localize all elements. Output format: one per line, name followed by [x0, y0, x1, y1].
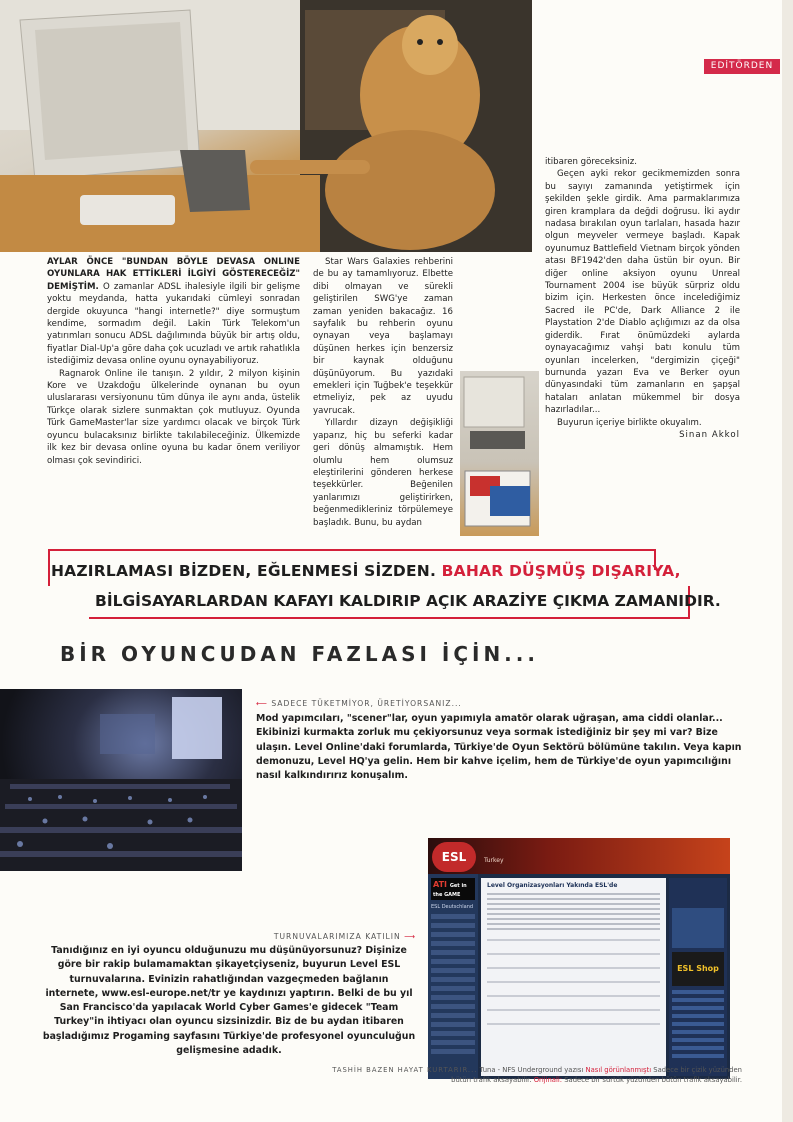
- banner-line-1: [51, 562, 681, 580]
- dog-at-computer-photo: [0, 0, 532, 252]
- dog-photo-illustration: [0, 0, 532, 252]
- tourney-subhead: [42, 932, 416, 941]
- mod-subhead-text: SADECE TÜKETMİYOR, ÜRETİYORSANIZ...: [271, 699, 462, 708]
- intro-paragraph-7: Buyurun içeriye birlikte okuyalım.: [557, 417, 702, 428]
- slogan-banner: [43, 548, 721, 623]
- intro-paragraph-5: itibaren göreceksiniz.: [545, 157, 637, 167]
- intro-paragraph-6: Geçen ayki rekor gecikmemizden sonra bu sayıyı zamanında yetiştirmek için şekilden şekle girdik. Ama parmaklarımıza giren kramplara da değdi doğrusu. İki aydır nadasa bırakılan oyun tarlaları, hasada hazır olgun meyveler vermeye başladı. Kapak oyunumuz Battlefield Vietnam birçok yönden atası BF1942'den daha üstün bir oyun. Bir diğer online aksiyon oyunu Unreal Tournament 2004 ise büyük sürpriz oldu bizim için. Herkesten önce incelediğimiz Sacred ile PC'de, Dark Alliance 2 ile Playstation 2'de Diablo açlığımızı az da olsa giderdik. Fırat önümüzdeki aylarda oynayacağımız vahşi batı konulu tüm oyunları incelerken, "dergimizin çiçeği" burnunda yazarı Eva ve Berker oyun dünyasındaki tüm zamanların en şapşal hataları anlatan mükemmel bir dosya hazırladılar...: [545, 169, 740, 416]
- lan-party-photo: [0, 689, 242, 871]
- esl-article-title: Level Organizasyonları Yakında ESL'de: [487, 882, 618, 889]
- intro-paragraph-4: Yıllardır dizayn değişikliği yaparız, hiç bu seferki kadar geri dönüş almamıştık. Hem olumlu hem olumsuz eleştirilerini gönderen herkese teşekkürler. Beğenilen yanlarımızı geliştirirken, beğenmedikleriniz törpülemeye başladık. Bunu, bu aydan: [313, 418, 453, 528]
- tournament-block: [42, 932, 416, 1058]
- esl-content: [481, 878, 666, 1076]
- footnote-2a: bütün trafik aksayabilir.: [451, 1076, 532, 1084]
- esl-right-panel: [672, 908, 724, 948]
- signature: Sinan Akkol: [679, 429, 740, 440]
- section-title: BİR OYUNCUDAN FAZLASI İÇİN...: [60, 642, 539, 666]
- footnote-2-red: Orijinali:: [533, 1076, 563, 1084]
- esl-logo: ESL: [432, 842, 476, 872]
- magazines-illustration: [460, 371, 539, 536]
- footnote-1a: Tuna - NFS Underground yazısı: [479, 1066, 584, 1074]
- ati-tag: ATI: [433, 880, 448, 889]
- correction-footnote: [300, 1065, 742, 1085]
- banner-line-2: BİLGİSAYARLARDAN KAFAYI KALDIRIP AÇIK ARAZİYE ÇIKMA ZAMANIDIR.: [95, 592, 721, 610]
- article-column-1: [47, 256, 300, 467]
- section-tag: EDİTÖRDEN: [704, 59, 780, 74]
- intro-paragraph-2: Ragnarok Online ile tanışın. 2 yıldır, 2 milyon kişinin Kore ve Uzakdoğu ülkelerinde oynanan bu oyun uluslararası versiyonunu tüm dünya ile aynı anda, üstelik Türkçe olarak sizlere sunmaktan çok mutluyuz. Oyunda Türk GameMaster'lar size yardımcı olacak ve birçok Türk oyuncu bulacaksınız birlikte takılabileceğiniz. Ülkemizde ilk kez bir devasa online oyuna bu kadar önem veriliyor olması çok sevindirici.: [47, 368, 300, 466]
- intro-p1-rest: O zamanlar ADSL ihalesiyle ilgili bir gelişme yoktu meydanda, hatta yukarıdaki cümleyi sonradan dergide okuyunca "hangi internetle?" diye sormuştum kendime, sormadım değil. Lakin Türk Telekom'un yatırımları sonucu ADSL dağılımında büyük bir artış oldu, fiyatlar Dial-Up'a göre daha çok ucuzladı ve artık rahatlıkla istediğimiz devasa online oyunu oynayabiliyoruz.: [47, 281, 301, 367]
- intro-lead: AYLAR ÖNCE "BUNDAN BÖYLE DEVASA ONLINE OYUNLARA HAK ETTİKLERİ İLGİYİ GÖSTERECEĞİZ" DEMİŞTİM.: [47, 257, 300, 292]
- footnote-label: TASHİH BAZEN HAYAT KURTARIR...: [332, 1066, 478, 1074]
- esl-country: Turkey: [484, 857, 504, 864]
- banner-line-1-red: BAHAR DÜŞMÜŞ DIŞARIYA,: [441, 562, 681, 580]
- esl-right-list: [672, 990, 724, 1060]
- page-edge-strip: [782, 0, 793, 1122]
- lan-party-illustration: [0, 689, 242, 871]
- mod-paragraph: Mod yapımcıları, "scener"lar, oyun yapımıyla amatör olarak uğraşan, ama ciddi olanlar... Ekibinizi kurmakta zorluk mu çekiyorsunuz veya sormak istediğiniz bir şey mi var? Bize ulaşın. Level Online'daki forumlarda, Türkiye'de Oyun Sektörü bölümüne takılın. Veya kapın demonuzu, Level HQ'ya gelin. Hem bir kahve içelim, hem de Türkiye'de oyun yapımcılığını nasıl kalkındırırız konuşalım.: [256, 713, 742, 782]
- esl-website-screenshot: [428, 838, 730, 1079]
- esl-shop-banner[interactable]: ESL Shop: [672, 952, 724, 986]
- esl-right-column: [669, 878, 727, 1076]
- magazines-photo: [460, 371, 539, 536]
- mod-subhead: [256, 699, 742, 708]
- arrow-left-icon: ⟵: [256, 699, 268, 708]
- esl-menu-heading: ESL Deutschland: [431, 904, 474, 910]
- esl-article-list: [487, 939, 660, 1029]
- article-column-3: [545, 156, 740, 441]
- article-column-2: [313, 256, 453, 529]
- esl-article-text: [487, 893, 660, 931]
- ati-banner: [431, 878, 475, 900]
- footnote-1b: Sadece bir çizik yüzünden: [653, 1066, 742, 1074]
- banner-frame: [43, 548, 695, 623]
- footnote-1-red: Nasıl görünlanmıştı: [585, 1066, 652, 1074]
- intro-paragraph-1: [47, 256, 300, 368]
- esl-menu-list: [431, 914, 475, 1054]
- tourney-subhead-text: TURNUVALARIMIZA KATILIN: [273, 932, 401, 941]
- footnote-2b: Sadece bir sürtük yüzünden bütün trafik aksayabilir.: [564, 1076, 742, 1084]
- footnote-line-2: [300, 1075, 742, 1085]
- ati-slogan: Get in the GAME: [433, 883, 467, 898]
- arrow-right-icon: ⟶: [404, 932, 416, 941]
- esl-sidebar: [428, 874, 478, 1079]
- intro-paragraph-3: Star Wars Galaxies rehberini de bu ay tamamlıyoruz. Elbette dibi olmayan ve sürekli geliştirilen SWG'ye zaman zaman yeniden bakacağız. 16 sayfalık bu rehberin oyunu oynayan veya başlamayı düşünen herkes için benzersiz bir kaynak olduğunu düşünüyorum. Bu yazıdaki emekleri için Tuğbek'e teşekkür etmeliyiz, pek az uyudu yavrucak.: [313, 257, 453, 416]
- mod-makers-block: [256, 699, 742, 783]
- tourney-paragraph: Tanıdığınız en iyi oyuncu olduğunuzu mu düşünüyorsunuz? Dişinize göre bir rakip bulamamaktan şikayetçiyseniz, buyurun Level ESL turnuvalarına. Evinizin rahatlığından vazgeçmeden bağlanın internete, www.esl-europe.net/tr ye kaydınızı yaptırın. Belki de bu yıl San Francisco'da yapılacak World Cyber Games'e gidecek "Team Turkey"in ihtiyacı olan oyuncu sizsinizdir. Biz de bu aydan itibaren başladığımız Progaming sayfasını Türkiye'de profesyonel oyunculuğun gelişmesine adadık.: [42, 945, 416, 1057]
- banner-line-1-black: HAZIRLAMASI BİZDEN, EĞLENMESİ SİZDEN.: [51, 562, 437, 580]
- footnote-line-1: [300, 1065, 742, 1075]
